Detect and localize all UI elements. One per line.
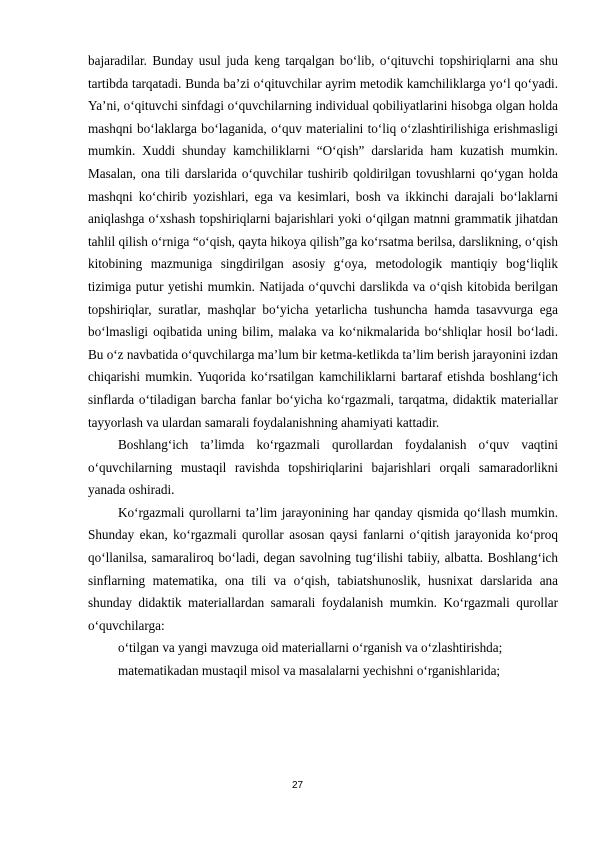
list-item: o‘tilgan va yangi mavzuga oid materiallarni o‘rganish va o‘zlashtirishda;	[118, 640, 503, 656]
page-number: 27	[291, 780, 304, 791]
paragraph-visual-aids-usage: Ko‘rgazmali qurollarni ta’lim jarayonining har qanday qismida qo‘llash mumkin. Shunday ekan, ko‘rgazmali qurollar asosan qaysi fanlarni o‘qitish jarayonida ko‘proq qo‘llanilsa, samaraliroq bo‘ladi, degan savolning tug‘ilishi tabiiy, albatta. Boshlang‘ich sinflarning matematika, ona tili va o‘qish, tabiatshunoslik, husnixat darslarida ana shunday didaktik materiallardan samarali foydalanish mumkin. Ko‘rgazmali qurollar o‘quvchilarga:	[88, 504, 558, 633]
list-item: matematikadan mustaqil misol va masalalarni yechishni o‘rganishlarida;	[118, 663, 501, 679]
document-page	[88, 50, 558, 683]
paragraph-visual-aids-benefit: Boshlang‘ich ta’limda ko‘rgazmali qurollardan foydalanish o‘quv vaqtini o‘quvchilarning mustaqil ravishda topshiriqlarini bajarishlari orqali samaradorlikni yanada oshiradi.	[88, 437, 558, 498]
paragraph-continuation: bajaradilar. Bunday usul juda keng tarqalgan bo‘lib, o‘qituvchi topshiriqlarni ana shu tartibda tarqatadi. Bunda ba’zi o‘qituvchilar ayrim metodik kamchiliklarga yo‘l qo‘yadi. Ya’ni, o‘qituvchi sinfdagi o‘quvchilarning individual qobiliyatlarini hisobga olgan holda mashqni bo‘laklarga bo‘laganida, o‘quv materialini to‘liq o‘zlashtirilishiga erishmasligi mumkin. Xuddi shunday kamchiliklarni “O‘qish” darslarida ham kuzatish mumkin. Masalan, ona tili darslarida o‘quvchilar tushirib qoldirilgan tovushlarni qo‘ygan holda mashqni ko‘chirib yozishlari, ega va kesimlari, bosh va ikkinchi darajali bo‘laklarni aniqlashga o‘xshash topshiriqlarni bajarishlari yoki o‘qilgan matnni grammatik jihatdan tahlil qilish o‘rniga “o‘qish, qayta hikoya qilish”ga ko‘rsatma berilsa, darslikning, o‘qish kitobining mazmuniga singdirilgan asosiy g‘oya, metodologik mantiqiy bog‘liqlik tizimiga putur yetishi mumkin. Natijada o‘quvchi darslikda va o‘qish kitobida berilgan topshiriqlar, suratlar, mashqlar bo‘yicha yetarlicha tushuncha hamda tasavvurga ega bo‘lmasligi oqibatida uning bilim, malaka va ko‘nikmalarida bo‘shliqlar hosil bo‘ladi. Bu o‘z navbatida o‘quvchilarga ma’lum bir ketma-ketlikda ta’lim berish jarayonini izdan chiqarishi mumkin. Yuqorida ko‘rsatilgan kamchiliklarni bartaraf etishda boshlang‘ich sinflarda o‘tiladigan barcha fanlar bo‘yicha ko‘rgazmali, tarqatma, didaktik materiallar tayyorlash va ulardan samarali foydalanishning ahamiyati kattadir.	[88, 53, 558, 430]
